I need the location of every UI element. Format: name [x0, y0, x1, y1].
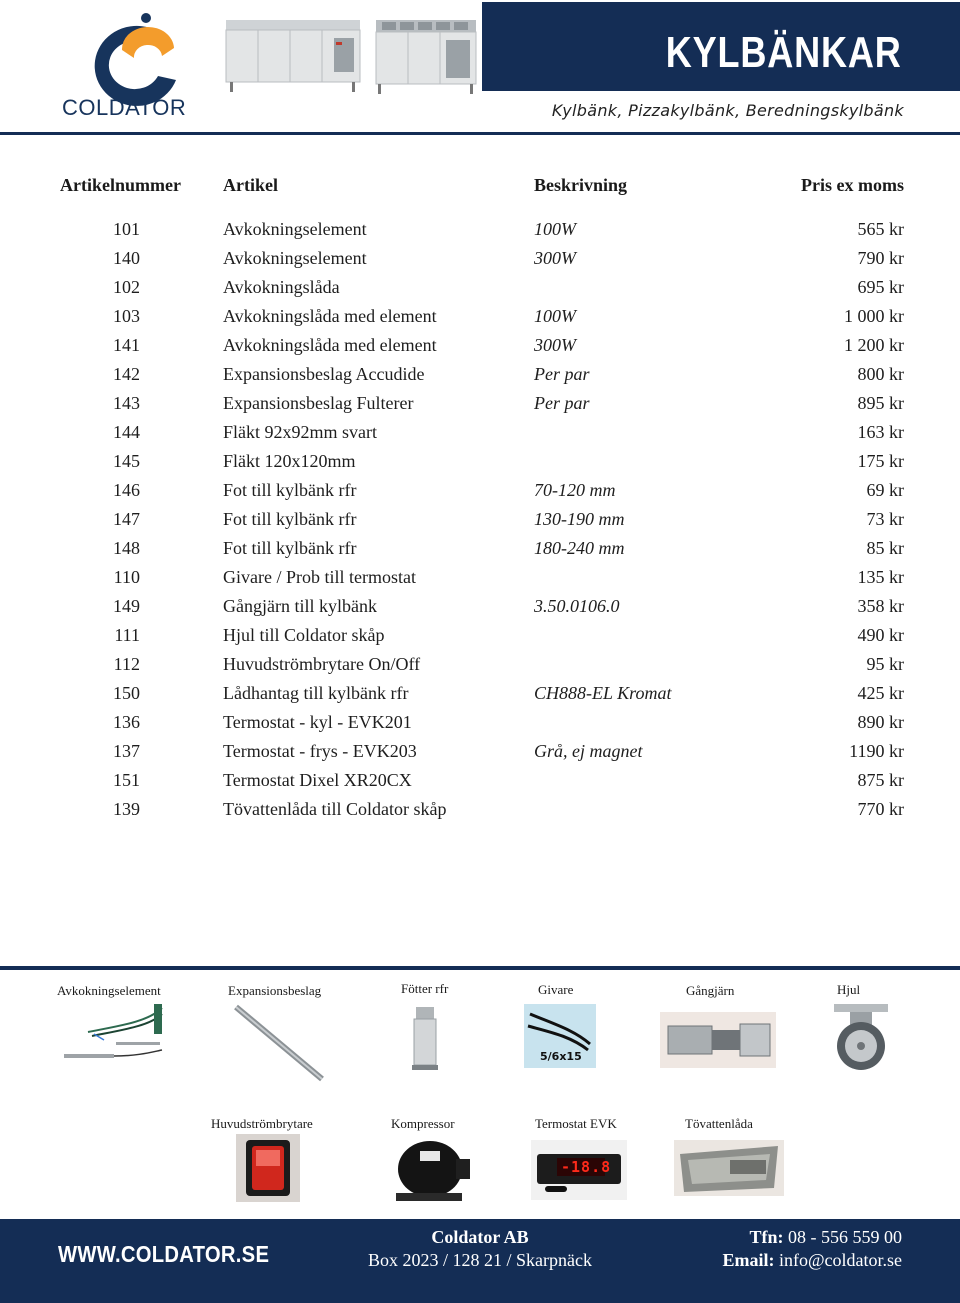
table-row: [0, 767, 960, 796]
article-price: 1190 kr: [849, 741, 904, 761]
caption-expansionsbeslag: Expansionsbeslag: [228, 983, 322, 998]
article-price: 895 kr: [857, 393, 904, 413]
article-price: 800 kr: [857, 364, 904, 384]
compressor-image: [390, 1135, 472, 1205]
article-number: 149: [113, 596, 140, 616]
caption-huvudstrombrytare: Huvudströmbrytare: [211, 1116, 313, 1131]
article-number: 142: [113, 364, 140, 384]
article-price: 695 kr: [857, 277, 904, 297]
expansion-rail-image: [230, 1003, 326, 1083]
article-name: Fot till kylbänk rfr: [223, 509, 357, 529]
article-number: 103: [113, 306, 140, 326]
article-number: 144: [113, 422, 140, 442]
col-header-article: Artikel: [223, 175, 278, 195]
thermostat-image: [531, 1140, 627, 1200]
article-price: 73 kr: [866, 509, 904, 529]
article-price: 1 200 kr: [844, 335, 904, 355]
footer-phone: [749, 1227, 902, 1248]
table-row: [0, 506, 960, 535]
article-number: 136: [113, 712, 140, 732]
table-row: [0, 245, 960, 274]
article-price: 875 kr: [857, 770, 904, 790]
article-name: Fläkt 120x120mm: [223, 451, 356, 471]
article-price: 490 kr: [857, 625, 904, 645]
article-description: 300W: [534, 248, 576, 268]
article-number: 143: [113, 393, 140, 413]
article-number: 111: [114, 625, 140, 645]
article-name: Givare / Prob till termostat: [223, 567, 416, 587]
caption-kompressor: Kompressor: [391, 1116, 455, 1131]
article-name: Fot till kylbänk rfr: [223, 480, 357, 500]
feet-image: [408, 1005, 442, 1071]
article-price: 163 kr: [857, 422, 904, 442]
article-price: 565 kr: [857, 219, 904, 239]
article-name: Fläkt 92x92mm svart: [223, 422, 377, 442]
article-number: 146: [113, 480, 140, 500]
footer-email-address[interactable]: info@coldator.se: [778, 1250, 902, 1270]
hinge-image: [660, 1012, 776, 1068]
article-name: Gångjärn till kylbänk: [223, 596, 377, 616]
article-description: 100W: [534, 306, 576, 326]
article-price: 1 000 kr: [844, 306, 904, 326]
caption-givare: Givare: [538, 982, 574, 997]
caption-termostat-evk: Termostat EVK: [535, 1116, 617, 1131]
sensor-label: 5/6x15: [540, 1050, 582, 1063]
footer-phone-label: Tfn:: [749, 1227, 784, 1247]
sensor-image: [524, 1004, 596, 1068]
caption-tovattenlada: Tövattenlåda: [685, 1116, 753, 1131]
table-row: [0, 738, 960, 767]
article-number: 145: [113, 451, 140, 471]
table-row: [0, 303, 960, 332]
article-description: 300W: [534, 335, 576, 355]
article-name: Hjul till Coldator skåp: [223, 625, 385, 645]
footer-website-link[interactable]: WWW.COLDATOR.SE: [58, 1241, 270, 1267]
article-number: 151: [113, 770, 140, 790]
article-price: 85 kr: [866, 538, 904, 558]
footer-email-label: Email:: [722, 1250, 775, 1270]
article-name: Avkokningselement: [223, 219, 367, 239]
article-number: 150: [113, 683, 140, 703]
article-name: Avkokningselement: [223, 248, 367, 268]
article-price: 95 kr: [866, 654, 904, 674]
article-name: Lådhantag till kylbänk rfr: [223, 683, 409, 703]
wheel-image: [824, 1000, 898, 1074]
table-row: [0, 216, 960, 245]
article-name: Termostat - kyl - EVK201: [223, 712, 412, 732]
table-row: [0, 564, 960, 593]
footer: [0, 1219, 960, 1303]
table-row: [0, 419, 960, 448]
article-number: 112: [113, 654, 140, 674]
article-number: 101: [113, 219, 140, 239]
table-row: [0, 361, 960, 390]
footer-company: Coldator AB: [431, 1227, 529, 1247]
article-price: 69 kr: [866, 480, 904, 500]
article-name: Tövattenlåda till Coldator skåp: [223, 799, 447, 819]
table-row: [0, 448, 960, 477]
article-number: 110: [113, 567, 140, 587]
article-number: 141: [113, 335, 140, 355]
article-number: 102: [113, 277, 140, 297]
table-row: [0, 274, 960, 303]
table-row: [0, 651, 960, 680]
table-row: [0, 390, 960, 419]
col-header-price: Pris ex moms: [801, 175, 904, 195]
cooling-bench-image: [222, 20, 364, 96]
footer-phone-number[interactable]: 08 - 556 559 00: [788, 1227, 902, 1247]
article-description: Grå, ej magnet: [534, 741, 643, 761]
caption-gangjarn: Gångjärn: [686, 983, 735, 998]
article-price: 175 kr: [857, 451, 904, 471]
col-header-article-number: Artikelnummer: [60, 175, 181, 195]
article-price: 790 kr: [857, 248, 904, 268]
table-row: [0, 332, 960, 361]
article-name: Fot till kylbänk rfr: [223, 538, 357, 558]
footer-email: [722, 1250, 902, 1271]
article-price: 890 kr: [857, 712, 904, 732]
article-number: 137: [113, 741, 140, 761]
article-description: 180-240 mm: [534, 538, 625, 558]
article-description: 70-120 mm: [534, 480, 616, 500]
caption-avkokningselement: Avkokningselement: [57, 983, 161, 998]
table-row: [0, 796, 960, 825]
gallery-divider: [0, 966, 960, 970]
article-name: Expansionsbeslag Accudide: [223, 364, 425, 384]
article-description: CH888-EL Kromat: [534, 683, 672, 703]
article-name: Expansionsbeslag Fulterer: [223, 393, 414, 413]
title-band: [482, 2, 960, 91]
header-divider: [0, 132, 960, 135]
article-description: 130-190 mm: [534, 509, 625, 529]
article-description: 3.50.0106.0: [534, 596, 620, 616]
pizza-bench-image: [374, 20, 478, 96]
table-row: [0, 477, 960, 506]
table-row: [0, 709, 960, 738]
page-title: KYLBÄNKAR: [666, 28, 902, 77]
col-header-description: Beskrivning: [534, 175, 628, 195]
table-row: [0, 680, 960, 709]
article-name: Termostat Dixel XR20CX: [223, 770, 412, 790]
article-price: 425 kr: [857, 683, 904, 703]
table-row: [0, 535, 960, 564]
article-description: Per par: [534, 364, 590, 384]
table-row: [0, 593, 960, 622]
footer-address: Box 2023 / 128 21 / Skarpnäck: [368, 1250, 592, 1270]
article-name: Avkokningslåda med element: [223, 335, 437, 355]
thermostat-display: -18.8: [561, 1158, 612, 1176]
article-description: 100W: [534, 219, 576, 239]
article-name: Avkokningslåda: [223, 277, 340, 297]
article-number: 139: [113, 799, 140, 819]
article-price: 358 kr: [857, 596, 904, 616]
price-table: [0, 216, 960, 825]
table-row: [0, 622, 960, 651]
article-number: 140: [113, 248, 140, 268]
caption-hjul: Hjul: [837, 982, 861, 997]
article-number: 147: [113, 509, 140, 529]
article-name: Huvudströmbrytare On/Off: [223, 654, 421, 674]
article-description: Per par: [534, 393, 590, 413]
article-name: Termostat - frys - EVK203: [223, 741, 417, 761]
caption-fotter: Fötter rfr: [401, 981, 449, 996]
logo-text: COLDATOR: [62, 95, 187, 120]
main-switch-image: [236, 1134, 300, 1202]
article-price: 135 kr: [857, 567, 904, 587]
article-number: 148: [113, 538, 140, 558]
drip-tray-image: [674, 1140, 784, 1196]
article-price: 770 kr: [857, 799, 904, 819]
page-subtitle: Kylbänk, Pizzakylbänk, Beredningskylbänk: [551, 101, 904, 120]
article-name: Avkokningslåda med element: [223, 306, 437, 326]
heating-element-image: [58, 1002, 166, 1064]
